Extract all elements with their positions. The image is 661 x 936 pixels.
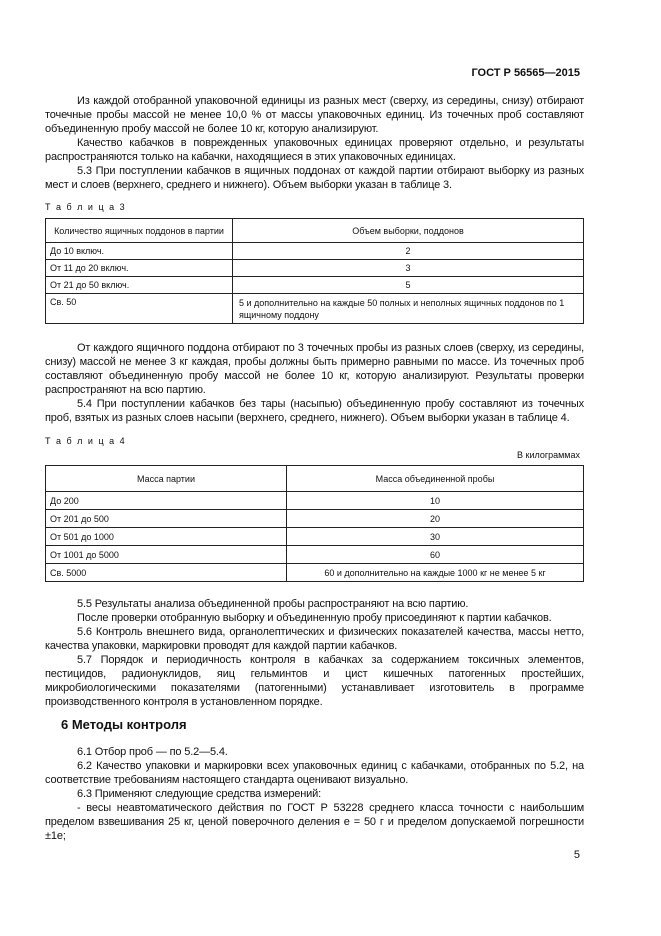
table-cell: 2 [233,243,584,260]
table-row [46,492,584,510]
text-block-4 [45,745,584,843]
table-cell: 10 [287,492,584,510]
paragraph: 6.3 Применяют следующие средства измерений: [77,788,322,800]
paragraph: 5.5 Результаты анализа объединенной пробы распространяют на всю партию. [77,598,469,610]
paragraph: 6.2 Качество упаковки и маркировки всех упаковочных единиц с кабачками, отобранных по 5.2, на соответствие требованиям настоящего стандарта оценивают визуально. [45,760,584,786]
table-row [46,528,584,546]
table-cell: 60 и дополнительно на каждые 1000 кг не менее 5 кг [287,564,584,582]
paragraph: 5.3 При поступлении кабачков в ящичных поддонах от каждой партии отбирают выборку из разных мест и слоев (верхнего, среднего и нижнего). Объем выборки указан в таблице 3. [45,165,584,191]
table-header-cell: Масса партии [46,466,287,492]
table-cell: 30 [287,528,584,546]
table-cell: Св. 50 [46,294,233,324]
table-cell: 5 и дополнительно на каждые 50 полных и неполных ящичных поддонов по 1 ящичному поддону [233,294,584,324]
table-cell: Св. 5000 [46,564,287,582]
table-cell: До 200 [46,492,287,510]
table-row [46,546,584,564]
paragraph: - весы неавтоматического действия по ГОСТ Р 53228 среднего класса точности с наибольшим пределом взвешивания 25 кг, ценой поверочного деления е = 50 г и пределом допускаемой погрешности ±1е; [45,802,584,842]
table-cell: 60 [287,546,584,564]
table-cell: 3 [233,260,584,277]
table-cell: От 11 до 20 включ. [46,260,233,277]
table-4-unit: В килограммах [517,450,580,460]
paragraph: 6.1 Отбор проб — по 5.2—5.4. [77,746,228,758]
table-4 [45,465,584,582]
table-3 [45,218,584,324]
paragraph: 5.6 Контроль внешнего вида, органолептических и физических показателей качества, массы нетто, качества упаковки, маркировки проводят для каждой партии кабачков. [45,626,584,652]
table-cell: До 10 включ. [46,243,233,260]
text-block-3 [45,597,584,709]
text-block-1 [45,94,584,192]
table-cell: От 21 до 50 включ. [46,277,233,294]
table-header-cell: Количество ящичных поддонов в партии [46,219,233,243]
table-header-cell: Масса объединенной пробы [287,466,584,492]
table-row [46,564,584,582]
table-cell: От 501 до 1000 [46,528,287,546]
table-cell: 20 [287,510,584,528]
paragraph: От каждого ящичного поддона отбирают по 3 точечных пробы из разных слоев (сверху, из середины, снизу) массой не менее 3 кг каждая, пробы должны быть примерно равными по массе. Из точечных проб составляют объединенную пробу массой не более 10 кг, которую анализируют. Результаты проверки распространяют на всю партию. [45,342,584,396]
table-cell: 5 [233,277,584,294]
standard-header: ГОСТ Р 56565—2015 [471,67,580,79]
paragraph: После проверки отобранную выборку и объединенную пробу присоединяют к партии кабачков. [77,612,552,624]
paragraph: Из каждой отобранной упаковочной единицы из разных мест (сверху, из середины, снизу) отбирают точечные пробы массой не менее 10,0 % от массы упаковочных единиц. Из точечных проб составляют объединенную пробу массой не более 10 кг, которую анализируют. [45,95,584,135]
paragraph: 5.7 Порядок и периодичность контроля в кабачках за содержанием токсичных элементов, пестицидов, радионуклидов, яиц гельминтов и цист кишечных патогенных простейших, микробиологическими показателями (патогенными) устанавливает изготовитель в программе производственного контроля в установленном порядке. [45,654,584,708]
table-cell: От 201 до 500 [46,510,287,528]
table-row [46,277,584,294]
table-row [46,243,584,260]
table-3-caption: Т а б л и ц а 3 [45,202,127,212]
table-4-caption: Т а б л и ц а 4 [45,436,127,446]
table-row [46,294,584,324]
section-6-title: 6 Методы контроля [61,717,187,732]
table-row [46,260,584,277]
paragraph: 5.4 При поступлении кабачков без тары (насыпью) объединенную пробу составляют из точечных проб, взятых из разных слоев насыпи (верхнего, среднего, нижнего). Объем выборки указан в таблице 4. [45,398,584,424]
page-number: 5 [573,849,580,861]
table-cell: От 1001 до 5000 [46,546,287,564]
paragraph: Качество кабачков в поврежденных упаковочных единицах проверяют отдельно, и результаты распространяются только на кабачки, находящиеся в этих упаковочных единицах. [45,137,584,163]
text-block-2 [45,341,584,425]
table-row [46,510,584,528]
table-header-cell: Объем выборки, поддонов [233,219,584,243]
